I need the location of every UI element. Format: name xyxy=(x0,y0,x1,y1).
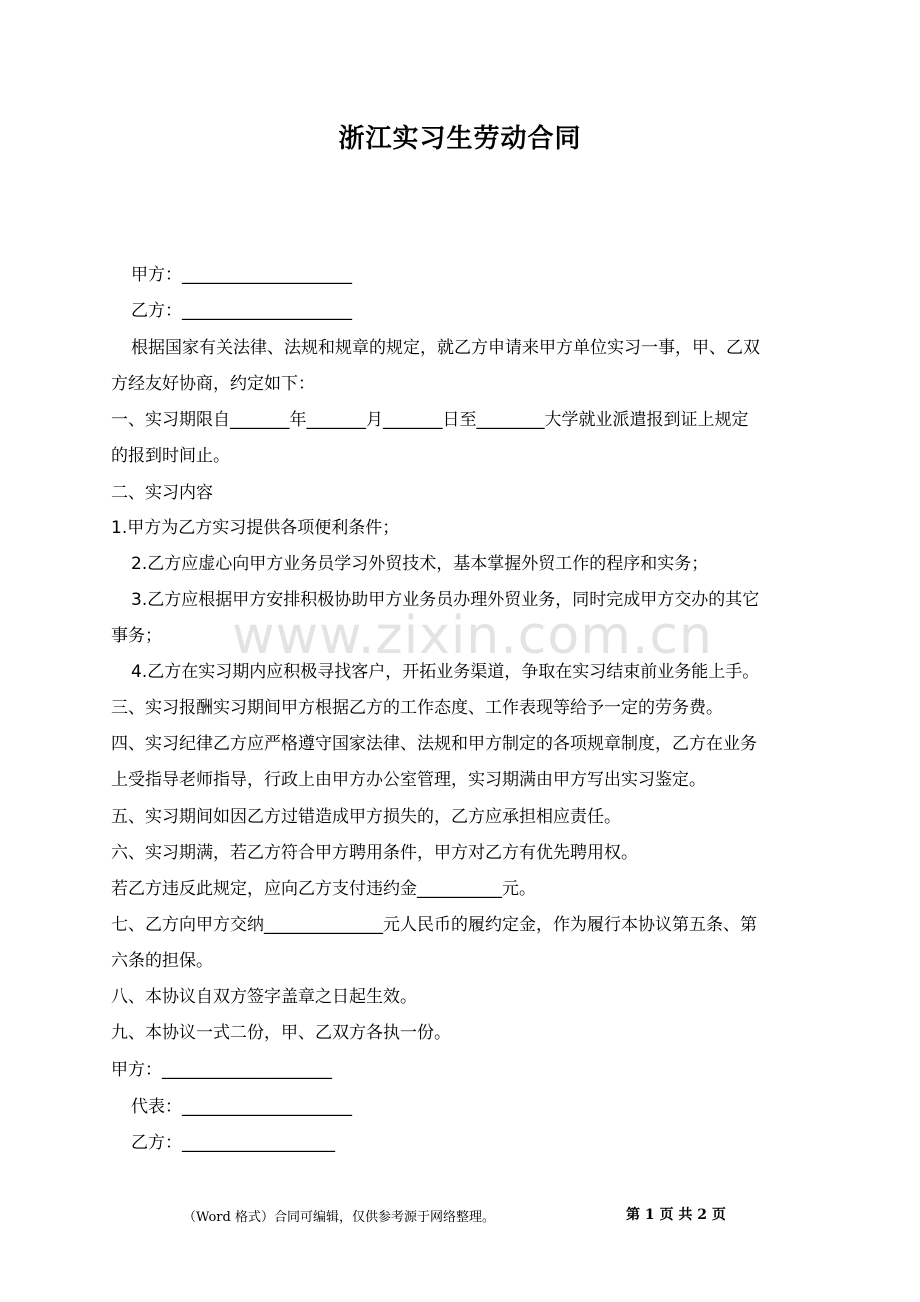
footer-note: （Word 格式）合同可编辑，仅供参考源于网络整理。 xyxy=(183,1210,495,1225)
clause-1-line-2: 的报到时间止。 xyxy=(111,446,230,466)
clause-7-line-2: 六条的担保。 xyxy=(111,951,213,971)
clause-2-item-3-line-1: 3.乙方应根据甲方安排积极协助甲方业务员办理外贸业务，同时完成甲方交办的其它 xyxy=(131,590,760,610)
clause-7-line-1: 七、乙方向甲方交纳______________元人民币的履约定金，作为履行本协议第五条、第 xyxy=(111,915,757,935)
watermark: www.zixin.com.cn xyxy=(232,606,713,666)
clause-2-item-2: 2.乙方应虚心向甲方业务员学习外贸技术，基本掌握外贸工作的程序和实务； xyxy=(131,554,709,574)
signature-party-b: 乙方：__________________ xyxy=(131,1133,335,1153)
clause-3: 三、实习报酬实习期间甲方根据乙方的工作态度、工作表现等给予一定的劳务费。 xyxy=(111,698,723,718)
clause-1-line-1: 一、实习期限自_______年_______月_______日至________大学就业派遣报到证上规定 xyxy=(111,410,749,430)
clause-2-item-1: 1.甲方为乙方实习提供各项便利条件； xyxy=(111,518,400,538)
preamble-line-1: 根据国家有关法律、法规和规章的规定，就乙方申请来甲方单位实习一事，甲、乙双 xyxy=(131,338,760,358)
clause-6: 六、实习期满，若乙方符合甲方聘用条件，甲方对乙方有优先聘用权。 xyxy=(111,843,638,863)
clause-2-item-4: 4.乙方在实习期内应积极寻找客户，开拓业务渠道，争取在实习结束前业务能上手。 xyxy=(131,662,760,682)
party-b-line: 乙方：____________________ xyxy=(131,301,352,321)
preamble-line-2: 方经友好协商，约定如下： xyxy=(111,374,315,394)
clause-5: 五、实习期间如因乙方过错造成甲方损失的，乙方应承担相应责任。 xyxy=(111,807,621,827)
clause-8: 八、本协议自双方签字盖章之日起生效。 xyxy=(111,987,417,1007)
clause-9: 九、本协议一式二份，甲、乙双方各执一份。 xyxy=(111,1023,451,1043)
document-title: 浙江实习生劳动合同 xyxy=(338,124,582,154)
signature-party-a: 甲方：____________________ xyxy=(111,1060,332,1080)
clause-4-line-2: 上受指导老师指导，行政上由甲方办公室管理，实习期满由甲方写出实习鉴定。 xyxy=(111,770,706,790)
page-number: 第 1 页 共 2 页 xyxy=(626,1207,726,1223)
clause-4-line-1: 四、实习纪律乙方应严格遵守国家法律、法规和甲方制定的各项规章制度，乙方在业务 xyxy=(111,734,757,754)
party-a-line: 甲方：____________________ xyxy=(131,265,352,285)
clause-6-penalty: 若乙方违反此规定，应向乙方支付违约金__________元。 xyxy=(111,879,536,899)
clause-2-heading: 二、实习内容 xyxy=(111,483,213,503)
signature-representative: 代表：____________________ xyxy=(131,1097,352,1117)
clause-2-item-3-line-2: 事务； xyxy=(111,626,162,646)
